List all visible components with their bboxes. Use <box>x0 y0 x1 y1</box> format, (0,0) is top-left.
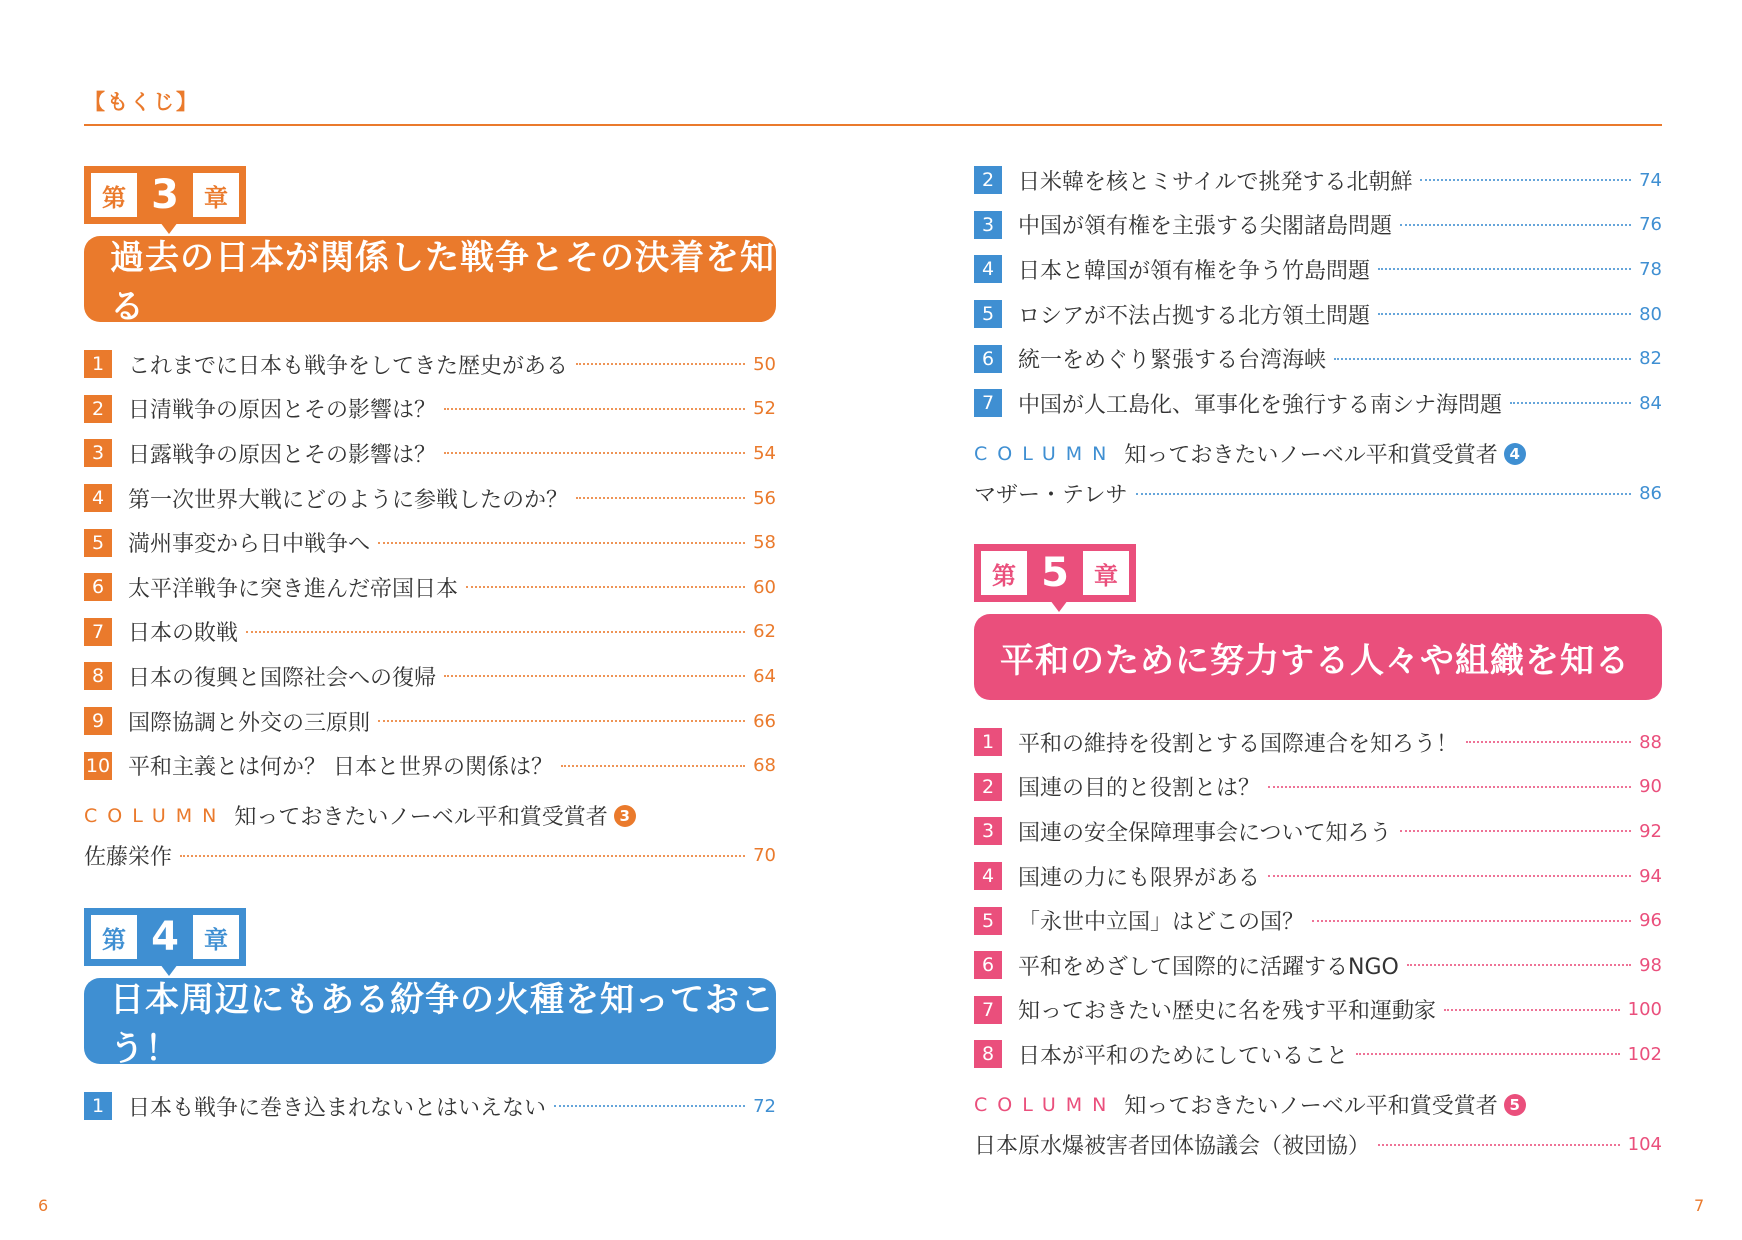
entry-title: 日本の敗戦 <box>128 621 239 647</box>
column-badge: 5 <box>1504 1094 1526 1116</box>
leader-dots <box>1400 224 1631 226</box>
page-number: 58 <box>753 532 776 554</box>
chapter-4-section <box>84 908 776 1129</box>
toc-entry[interactable] <box>84 342 776 387</box>
page-number: 82 <box>1639 348 1662 370</box>
page-number: 94 <box>1639 865 1662 887</box>
leader-dots <box>1268 786 1631 788</box>
entry-title: 中国が領有権を主張する尖閣諸島問題 <box>1018 214 1393 240</box>
page-number: 54 <box>753 442 776 464</box>
leader-dots <box>1268 875 1631 877</box>
page-number: 96 <box>1639 910 1662 932</box>
toc-entry[interactable] <box>84 520 776 565</box>
toc-entry[interactable] <box>84 654 776 699</box>
chapter-4-title: 日本周辺にもある紛争の火種を知っておこう！ <box>84 978 776 1064</box>
page-number-left: 6 <box>38 1196 49 1215</box>
chapter-number: 4 <box>151 914 179 960</box>
toc-entry[interactable] <box>974 898 1662 943</box>
entry-title: 日本も戦争に巻き込まれないとはいえない <box>128 1095 547 1121</box>
entry-title: 国連の目的と役割とは？ <box>1018 776 1261 802</box>
page-number: 100 <box>1627 999 1662 1021</box>
leader-dots <box>1334 358 1631 360</box>
chapter-dai-label: 第 <box>981 551 1027 595</box>
column-badge: 3 <box>614 805 636 827</box>
leader-dots <box>576 363 745 365</box>
chapter-5-tag <box>974 544 1136 602</box>
chapter-4-column-entry[interactable] <box>974 474 1662 514</box>
leader-dots <box>1378 268 1631 270</box>
entry-title: 中国が人工島化、軍事化を強行する南シナ海問題 <box>1018 392 1503 418</box>
toc-entry[interactable] <box>84 743 776 788</box>
toc-entry[interactable] <box>974 158 1662 203</box>
entry-title: 統一をめぐり緊張する台湾海峡 <box>1018 348 1327 374</box>
entry-number-badge: 3 <box>84 439 112 467</box>
column-label: COLUMN <box>974 1093 1117 1116</box>
entry-number-badge: 3 <box>974 211 1002 239</box>
column-label: COLUMN <box>84 804 227 827</box>
column-label: COLUMN <box>974 442 1117 465</box>
tag-pointer <box>1050 600 1068 612</box>
entry-number-badge: 1 <box>84 1092 112 1120</box>
column-subtitle: マザー・テレサ <box>974 483 1128 509</box>
toc-entry[interactable] <box>974 854 1662 899</box>
chapter-3-title: 過去の日本が関係した戦争とその決着を知る <box>84 236 776 322</box>
leader-dots <box>1510 402 1631 404</box>
leader-dots <box>1136 493 1632 495</box>
toc-entry[interactable] <box>84 476 776 521</box>
page-number-right: 7 <box>1694 1196 1705 1215</box>
toc-entry[interactable] <box>974 765 1662 810</box>
entry-number-badge: 4 <box>974 255 1002 283</box>
entry-number-badge: 4 <box>84 484 112 512</box>
page-number: 56 <box>753 487 776 509</box>
page-number: 70 <box>753 845 776 867</box>
entry-title: 日本と韓国が領有権を争う竹島問題 <box>1018 258 1371 284</box>
entry-title: 日露戦争の原因とその影響は？ <box>128 442 437 468</box>
leader-dots <box>444 452 745 454</box>
chapter-4-list <box>84 1084 776 1129</box>
leader-dots <box>466 586 745 588</box>
page-number: 104 <box>1627 1134 1662 1156</box>
chapter-sho-label: 章 <box>193 173 239 217</box>
entry-title: 平和の維持を役割とする国際連合を知ろう！ <box>1018 731 1459 757</box>
leader-dots <box>180 855 745 857</box>
entry-title: 国連の力にも限界がある <box>1018 865 1261 891</box>
entry-number-badge: 7 <box>974 996 1002 1024</box>
toc-entry[interactable] <box>974 809 1662 854</box>
leader-dots <box>444 675 745 677</box>
leader-dots <box>1378 313 1631 315</box>
leader-dots <box>1466 741 1631 743</box>
entry-title: 知っておきたい歴史に名を残す平和運動家 <box>1018 999 1437 1025</box>
chapter-number: 5 <box>1041 550 1069 596</box>
chapter-dai-label: 第 <box>91 915 137 959</box>
leader-dots <box>1312 920 1631 922</box>
page-number: 86 <box>1639 483 1662 505</box>
entry-number-badge: 8 <box>974 1040 1002 1068</box>
chapter-3-column-entry[interactable] <box>84 836 776 876</box>
toc-entry[interactable] <box>84 565 776 610</box>
chapter-5-list <box>974 720 1662 1077</box>
page-number: 64 <box>753 665 776 687</box>
header-rule <box>84 124 1662 126</box>
toc-entry[interactable] <box>84 610 776 655</box>
chapter-number: 3 <box>151 172 179 218</box>
toc-entry[interactable] <box>974 381 1662 426</box>
entry-title: 満州事変から日中戦争へ <box>128 532 371 558</box>
entry-number-badge: 3 <box>974 817 1002 845</box>
page-number: 52 <box>753 398 776 420</box>
entry-title: これまでに日本も戦争をしてきた歴史がある <box>128 353 569 379</box>
entry-number-badge: 8 <box>84 662 112 690</box>
entry-number-badge: 7 <box>974 389 1002 417</box>
chapter-4-column <box>974 434 1662 474</box>
entry-title: 国際協調と外交の三原則 <box>128 710 371 736</box>
entry-number-badge: 2 <box>974 166 1002 194</box>
entry-number-badge: 2 <box>974 773 1002 801</box>
chapter-3-section <box>84 166 776 876</box>
leader-dots <box>1407 964 1631 966</box>
entry-title: 平和主義とは何か？ 日本と世界の関係は？ <box>128 755 553 781</box>
page-number: 68 <box>753 755 776 777</box>
page-number: 72 <box>753 1095 776 1117</box>
page-number: 88 <box>1639 731 1662 753</box>
chapter-5-section <box>974 544 1662 1165</box>
entry-title: 日米韓を核とミサイルで挑発する北朝鮮 <box>1018 169 1413 195</box>
page-number: 74 <box>1639 169 1662 191</box>
entry-number-badge: 6 <box>974 951 1002 979</box>
column-text: 知っておきたいノーベル平和賞受賞者 <box>1124 443 1498 469</box>
page-number: 102 <box>1627 1043 1662 1065</box>
chapter-3-column <box>84 796 776 836</box>
entry-title: 日清戦争の原因とその影響は？ <box>128 398 437 424</box>
page-number: 66 <box>753 710 776 732</box>
leader-dots <box>1400 830 1632 832</box>
entry-number-badge: 5 <box>974 907 1002 935</box>
tag-pointer <box>160 964 178 976</box>
leader-dots <box>378 542 745 544</box>
toc-entry[interactable] <box>974 943 1662 988</box>
page-number: 98 <box>1639 954 1662 976</box>
entry-number-badge: 10 <box>84 752 112 780</box>
entry-title: 第一次世界大戦にどのように参戦したのか？ <box>128 487 569 513</box>
column-text: 知っておきたいノーベル平和賞受賞者 <box>234 805 608 831</box>
leader-dots <box>561 765 745 767</box>
chapter-3-list <box>84 342 776 788</box>
chapter-4-tag <box>84 908 246 966</box>
entry-number-badge: 1 <box>974 728 1002 756</box>
toc-entry[interactable] <box>974 720 1662 765</box>
entry-title: 日本の復興と国際社会への復帰 <box>128 665 437 691</box>
toc-entry[interactable] <box>84 699 776 744</box>
entry-number-badge: 5 <box>84 529 112 557</box>
toc-entry[interactable] <box>84 387 776 432</box>
chapter-dai-label: 第 <box>91 173 137 217</box>
entry-number-badge: 2 <box>84 395 112 423</box>
leader-dots <box>1420 179 1631 181</box>
chapter-4-list-continued <box>974 158 1662 426</box>
entry-title: 「永世中立国」はどこの国？ <box>1018 910 1305 936</box>
chapter-5-column-entry[interactable] <box>974 1125 1662 1165</box>
toc-entry[interactable] <box>974 336 1662 381</box>
entry-number-badge: 4 <box>974 862 1002 890</box>
column-subtitle: 佐藤栄作 <box>84 845 173 871</box>
leader-dots <box>1444 1009 1620 1011</box>
page-number: 78 <box>1639 258 1662 280</box>
entry-number-badge: 5 <box>974 300 1002 328</box>
page-number: 60 <box>753 576 776 598</box>
leader-dots <box>1356 1053 1620 1055</box>
leader-dots <box>554 1105 745 1107</box>
toc-header: 【もくじ】 <box>84 90 199 114</box>
page-number: 62 <box>753 621 776 643</box>
leader-dots <box>444 408 745 410</box>
entry-title: 太平洋戦争に突き進んだ帝国日本 <box>128 576 459 602</box>
toc-entry[interactable] <box>974 988 1662 1033</box>
chapter-sho-label: 章 <box>1083 551 1129 595</box>
leader-dots <box>378 720 745 722</box>
toc-entry[interactable] <box>84 431 776 476</box>
chapter-5-title: 平和のために努力する人々や組織を知る <box>974 614 1662 700</box>
entry-title: 日本が平和のためにしていること <box>1018 1043 1349 1069</box>
entry-number-badge: 6 <box>974 345 1002 373</box>
leader-dots <box>1378 1144 1620 1146</box>
toc-entry[interactable] <box>974 292 1662 337</box>
leader-dots <box>246 631 745 633</box>
column-badge: 4 <box>1504 443 1526 465</box>
toc-entry[interactable] <box>974 203 1662 248</box>
tag-pointer <box>160 222 178 234</box>
chapter-3-tag <box>84 166 246 224</box>
chapter-5-column <box>974 1085 1662 1125</box>
toc-entry[interactable] <box>974 1032 1662 1077</box>
entry-number-badge: 7 <box>84 618 112 646</box>
page-number: 92 <box>1639 820 1662 842</box>
page-number: 50 <box>753 353 776 375</box>
chapter-4-continued <box>974 158 1662 514</box>
entry-number-badge: 9 <box>84 707 112 735</box>
leader-dots <box>576 497 745 499</box>
page-number: 76 <box>1639 214 1662 236</box>
page-number: 90 <box>1639 776 1662 798</box>
entry-title: 国連の安全保障理事会について知ろう <box>1018 820 1392 846</box>
entry-title: ロシアが不法占拠する北方領土問題 <box>1018 303 1371 329</box>
column-text: 知っておきたいノーベル平和賞受賞者 <box>1124 1094 1498 1120</box>
chapter-sho-label: 章 <box>193 915 239 959</box>
entry-title: 平和をめざして国際的に活躍するNGO <box>1018 954 1399 980</box>
entry-number-badge: 6 <box>84 573 112 601</box>
toc-entry[interactable] <box>84 1084 776 1129</box>
toc-entry[interactable] <box>974 247 1662 292</box>
column-subtitle: 日本原水爆被害者団体協議会（被団協） <box>974 1134 1371 1160</box>
page-number: 80 <box>1639 303 1662 325</box>
page-number: 84 <box>1639 392 1662 414</box>
entry-number-badge: 1 <box>84 350 112 378</box>
